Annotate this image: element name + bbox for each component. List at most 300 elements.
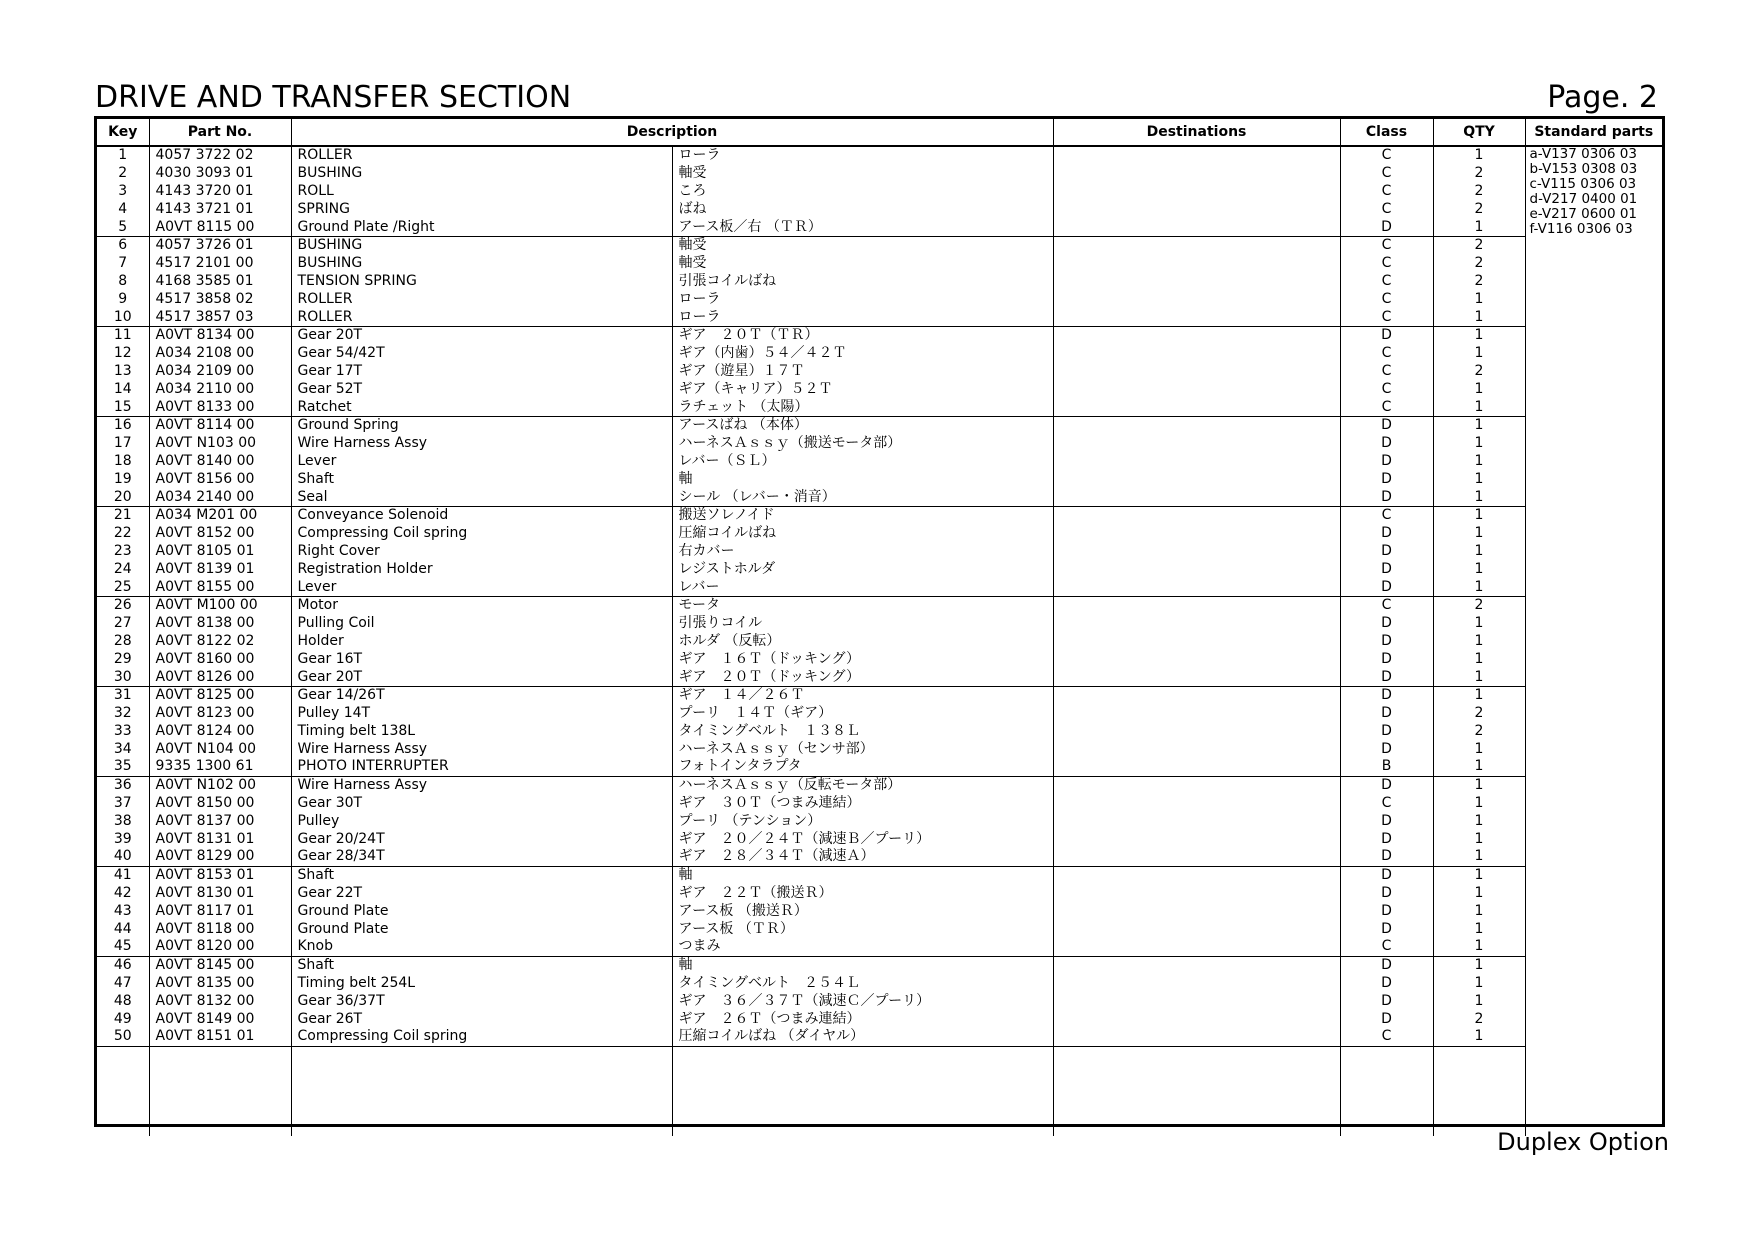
description-jp-cell: ころ <box>672 183 1053 201</box>
table-row <box>97 596 1662 614</box>
part-number-cell: A0VT 8118 00 <box>149 920 291 938</box>
key-cell: 50 <box>97 1028 149 1046</box>
class-cell: D <box>1340 1010 1433 1028</box>
part-number-cell: A0VT 8117 01 <box>149 902 291 920</box>
key-cell: 28 <box>113 632 132 649</box>
table-row <box>97 488 1662 506</box>
parts-table-body <box>97 146 1662 1136</box>
destination-cell <box>1053 165 1340 183</box>
part-number-cell: A0VT 8139 01 <box>149 560 291 578</box>
key-cell: 42 <box>113 885 132 902</box>
class-cell: D <box>1340 830 1433 848</box>
part-number-cell: A0VT 8130 01 <box>149 885 291 903</box>
class-cell: C <box>1340 380 1433 398</box>
qty-cell: 2 <box>1433 1010 1525 1028</box>
part-number-cell: A034 2110 00 <box>149 380 291 398</box>
key-cell: 44 <box>113 920 132 937</box>
destination-cell <box>1053 200 1340 218</box>
table-row <box>97 255 1662 273</box>
description-en-cell: Shaft <box>291 866 672 884</box>
description-en-cell: Shaft <box>291 956 672 974</box>
page-number: Page. 2 <box>1547 80 1658 115</box>
parts-table <box>97 119 1662 1136</box>
destination-cell <box>1053 416 1340 434</box>
destination-cell <box>1053 453 1340 471</box>
class-cell: C <box>1340 255 1433 273</box>
class-cell: D <box>1340 218 1433 236</box>
class-cell: D <box>1340 416 1433 434</box>
table-row <box>97 686 1662 704</box>
class-cell: D <box>1340 326 1433 344</box>
destination-cell <box>1053 758 1340 776</box>
description-jp-cell: タイミングベルト ２５４Ｌ <box>672 975 1053 993</box>
part-number-cell: 4030 3093 01 <box>149 165 291 183</box>
description-jp-cell: レバー（ＳＬ） <box>672 453 1053 471</box>
key-cell: 9 <box>118 290 128 307</box>
destination-cell <box>1053 363 1340 381</box>
part-number-cell: A0VT N102 00 <box>149 776 291 794</box>
part-number-cell: A0VT 8124 00 <box>149 723 291 741</box>
qty-cell: 1 <box>1433 795 1525 813</box>
key-cell: 11 <box>113 327 132 344</box>
destination-cell <box>1053 236 1340 254</box>
destination-cell <box>1053 290 1340 308</box>
destination-cell <box>1053 992 1340 1010</box>
description-jp-cell: アースばね （本体） <box>672 416 1053 434</box>
qty-cell: 1 <box>1433 308 1525 326</box>
table-row <box>97 543 1662 561</box>
description-en-cell: Right Cover <box>291 543 672 561</box>
description-jp-cell: ハーネスＡｓｓｙ（センサ部） <box>672 740 1053 758</box>
key-cell: 39 <box>113 830 132 847</box>
part-number-cell: 4143 3720 01 <box>149 183 291 201</box>
part-number-cell: A0VT 8123 00 <box>149 705 291 723</box>
key-cell: 24 <box>113 560 132 577</box>
destination-cell <box>1053 705 1340 723</box>
part-number-cell: A0VT 8132 00 <box>149 992 291 1010</box>
class-cell: D <box>1340 902 1433 920</box>
empty-cell <box>97 1046 149 1136</box>
empty-cell <box>149 1046 291 1136</box>
table-row <box>97 236 1662 254</box>
key-cell: 5 <box>97 218 149 236</box>
key-cell: 22 <box>113 525 132 542</box>
class-cell: D <box>1340 975 1433 993</box>
col-header-class: Class <box>1340 119 1433 146</box>
qty-cell: 2 <box>1433 723 1525 741</box>
part-number-cell: A0VT 8129 00 <box>149 848 291 866</box>
table-row <box>97 830 1662 848</box>
description-en-cell: Gear 52T <box>291 380 672 398</box>
key-cell: 41 <box>113 867 132 884</box>
part-number-cell: A034 2108 00 <box>149 345 291 363</box>
description-jp-cell: ギア ２２Ｔ（搬送Ｒ） <box>672 885 1053 903</box>
empty-cell <box>672 1046 1053 1136</box>
class-cell: D <box>1340 866 1433 884</box>
destination-cell <box>1053 633 1340 651</box>
destination-cell <box>1053 938 1340 956</box>
part-number-cell: 4143 3721 01 <box>149 200 291 218</box>
description-jp-cell: シール （レバー・消音） <box>672 488 1053 506</box>
description-en-cell: Lever <box>291 453 672 471</box>
qty-cell: 2 <box>1433 596 1525 614</box>
qty-cell: 1 <box>1433 525 1525 543</box>
destination-cell <box>1053 218 1340 236</box>
part-number-cell: A0VT 8160 00 <box>149 650 291 668</box>
standard-part-item: d-V217 0400 01 <box>1529 191 1638 207</box>
part-number-cell: A0VT 8125 00 <box>149 686 291 704</box>
table-row <box>97 956 1662 974</box>
destination-cell <box>1053 560 1340 578</box>
destination-cell <box>1053 866 1340 884</box>
part-number-cell: A034 2140 00 <box>149 488 291 506</box>
description-en-cell: Gear 54/42T <box>291 345 672 363</box>
part-number-cell: A0VT M100 00 <box>149 596 291 614</box>
qty-cell: 1 <box>1433 326 1525 344</box>
destination-cell <box>1053 686 1340 704</box>
part-number-cell: 4517 2101 00 <box>149 255 291 273</box>
destination-cell <box>1053 776 1340 794</box>
qty-cell: 1 <box>1433 830 1525 848</box>
table-row <box>97 1028 1662 1046</box>
table-row <box>97 650 1662 668</box>
key-cell: 37 <box>113 795 132 812</box>
description-en-cell: Ground Plate /Right <box>291 218 672 236</box>
part-number-cell: A0VT 8140 00 <box>149 453 291 471</box>
part-number-cell: A0VT 8137 00 <box>149 812 291 830</box>
key-cell: 2 <box>118 165 128 182</box>
class-cell: D <box>1340 686 1433 704</box>
col-header-destinations: Destinations <box>1053 119 1340 146</box>
table-row <box>97 183 1662 201</box>
part-number-cell: A0VT 8152 00 <box>149 525 291 543</box>
table-row <box>97 398 1662 416</box>
part-number-cell: A0VT 8114 00 <box>149 416 291 434</box>
key-cell: 14 <box>113 380 132 397</box>
description-en-cell: Gear 17T <box>291 363 672 381</box>
destination-cell <box>1053 596 1340 614</box>
description-jp-cell: ローラ <box>672 290 1053 308</box>
qty-cell: 1 <box>1433 758 1525 776</box>
class-cell: D <box>1340 615 1433 633</box>
key-cell: 20 <box>97 488 149 506</box>
qty-cell: 2 <box>1433 236 1525 254</box>
class-cell: C <box>1340 273 1433 291</box>
key-cell: 36 <box>113 777 132 794</box>
table-row <box>97 705 1662 723</box>
qty-cell: 2 <box>1433 273 1525 291</box>
destination-cell <box>1053 1028 1340 1046</box>
destination-cell <box>1053 543 1340 561</box>
qty-cell: 2 <box>1433 255 1525 273</box>
key-cell: 29 <box>113 650 132 667</box>
key-cell: 45 <box>97 938 149 956</box>
qty-cell: 1 <box>1433 668 1525 686</box>
footer-note: Duplex Option <box>1497 1128 1669 1156</box>
destination-cell <box>1053 435 1340 453</box>
destination-cell <box>1053 795 1340 813</box>
description-jp-cell: つまみ <box>672 938 1053 956</box>
part-number-cell: A0VT 8135 00 <box>149 975 291 993</box>
key-cell: 27 <box>113 615 132 632</box>
destination-cell <box>1053 183 1340 201</box>
key-cell: 43 <box>113 902 132 919</box>
description-en-cell: Ground Plate <box>291 920 672 938</box>
table-row <box>97 345 1662 363</box>
class-cell: D <box>1340 488 1433 506</box>
description-en-cell: Holder <box>291 633 672 651</box>
destination-cell <box>1053 902 1340 920</box>
description-en-cell: Motor <box>291 596 672 614</box>
destination-cell <box>1053 1010 1340 1028</box>
description-jp-cell: ギア（キャリア）５２Ｔ <box>672 380 1053 398</box>
class-cell: B <box>1340 758 1433 776</box>
description-en-cell: Shaft <box>291 470 672 488</box>
description-jp-cell: モータ <box>672 596 1053 614</box>
destination-cell <box>1053 885 1340 903</box>
class-cell: D <box>1340 885 1433 903</box>
part-number-cell: 4057 3722 02 <box>149 146 291 165</box>
qty-cell: 1 <box>1433 776 1525 794</box>
table-row <box>97 435 1662 453</box>
standard-part-item: f-V116 0306 03 <box>1529 221 1633 237</box>
qty-cell: 1 <box>1433 435 1525 453</box>
description-jp-cell: 引張りコイル <box>672 615 1053 633</box>
key-cell: 47 <box>113 975 132 992</box>
destination-cell <box>1053 668 1340 686</box>
empty-cell <box>1340 1046 1433 1136</box>
qty-cell: 1 <box>1433 633 1525 651</box>
part-number-cell: A0VT 8122 02 <box>149 633 291 651</box>
class-cell: D <box>1340 740 1433 758</box>
part-number-cell: A0VT 8145 00 <box>149 956 291 974</box>
description-jp-cell: ハーネスＡｓｓｙ（搬送モータ部） <box>672 435 1053 453</box>
description-jp-cell: ギア ２０Ｔ（ドッキング） <box>672 668 1053 686</box>
description-jp-cell: ばね <box>672 200 1053 218</box>
qty-cell: 2 <box>1433 183 1525 201</box>
table-row <box>97 380 1662 398</box>
table-row <box>97 723 1662 741</box>
destination-cell <box>1053 812 1340 830</box>
description-jp-cell: ローラ <box>672 308 1053 326</box>
qty-cell: 1 <box>1433 453 1525 471</box>
class-cell: D <box>1340 560 1433 578</box>
key-cell: 3 <box>118 182 128 199</box>
destination-cell <box>1053 525 1340 543</box>
description-en-cell: Gear 30T <box>291 795 672 813</box>
class-cell: D <box>1340 578 1433 596</box>
class-cell: D <box>1340 848 1433 866</box>
part-number-cell: A0VT 8126 00 <box>149 668 291 686</box>
class-cell: C <box>1340 596 1433 614</box>
description-en-cell: Timing belt 138L <box>291 723 672 741</box>
destination-cell <box>1053 326 1340 344</box>
qty-cell: 1 <box>1433 812 1525 830</box>
destination-cell <box>1053 830 1340 848</box>
parts-table-frame <box>94 116 1665 1127</box>
description-jp-cell: ローラ <box>672 146 1053 165</box>
table-row <box>97 812 1662 830</box>
destination-cell <box>1053 273 1340 291</box>
class-cell: D <box>1340 668 1433 686</box>
col-header-part-no: Part No. <box>149 119 291 146</box>
description-en-cell: Ground Plate <box>291 902 672 920</box>
description-jp-cell: 軸 <box>672 956 1053 974</box>
key-cell: 18 <box>113 452 132 469</box>
qty-cell: 1 <box>1433 992 1525 1010</box>
class-cell: D <box>1340 920 1433 938</box>
key-cell: 15 <box>97 398 149 416</box>
description-en-cell: ROLLER <box>291 146 672 165</box>
key-cell: 40 <box>97 848 149 866</box>
table-row <box>97 866 1662 884</box>
qty-cell: 1 <box>1433 975 1525 993</box>
description-en-cell: Lever <box>291 578 672 596</box>
description-en-cell: Timing belt 254L <box>291 975 672 993</box>
key-cell: 46 <box>113 957 132 974</box>
class-cell: C <box>1340 506 1433 524</box>
description-en-cell: Gear 16T <box>291 650 672 668</box>
table-row <box>97 308 1662 326</box>
class-cell: C <box>1340 363 1433 381</box>
table-row <box>97 992 1662 1010</box>
key-cell: 19 <box>113 470 132 487</box>
table-row <box>97 920 1662 938</box>
class-cell: D <box>1340 525 1433 543</box>
part-number-cell: A0VT 8120 00 <box>149 938 291 956</box>
part-number-cell: A034 2109 00 <box>149 363 291 381</box>
key-cell: 49 <box>113 1010 132 1027</box>
key-cell: 48 <box>113 992 132 1009</box>
standard-part-item: c-V115 0306 03 <box>1529 176 1637 192</box>
destination-cell <box>1053 975 1340 993</box>
table-row <box>97 740 1662 758</box>
key-cell: 1 <box>118 147 128 164</box>
key-cell: 10 <box>97 308 149 326</box>
empty-cell <box>1053 1046 1340 1136</box>
destination-cell <box>1053 146 1340 165</box>
description-en-cell: SPRING <box>291 200 672 218</box>
table-row <box>97 848 1662 866</box>
table-row <box>97 326 1662 344</box>
part-number-cell: A0VT 8134 00 <box>149 326 291 344</box>
key-cell: 30 <box>97 668 149 686</box>
class-cell: C <box>1340 183 1433 201</box>
class-cell: C <box>1340 290 1433 308</box>
description-en-cell: Gear 36/37T <box>291 992 672 1010</box>
class-cell: C <box>1340 146 1433 165</box>
table-row <box>97 1010 1662 1028</box>
qty-cell: 1 <box>1433 345 1525 363</box>
destination-cell <box>1053 723 1340 741</box>
destination-cell <box>1053 848 1340 866</box>
description-en-cell: Wire Harness Assy <box>291 435 672 453</box>
description-jp-cell: ギア ３６／３７Ｔ（減速Ｃ／プーリ） <box>672 992 1053 1010</box>
description-jp-cell: ギア １６Ｔ（ドッキング） <box>672 650 1053 668</box>
qty-cell: 1 <box>1433 615 1525 633</box>
destination-cell <box>1053 398 1340 416</box>
destination-cell <box>1053 740 1340 758</box>
class-cell: D <box>1340 956 1433 974</box>
destination-cell <box>1053 255 1340 273</box>
qty-cell: 1 <box>1433 290 1525 308</box>
description-en-cell: Compressing Coil spring <box>291 525 672 543</box>
class-cell: D <box>1340 723 1433 741</box>
qty-cell: 1 <box>1433 885 1525 903</box>
key-cell: 38 <box>113 812 132 829</box>
table-row <box>97 525 1662 543</box>
description-jp-cell: 軸受 <box>672 165 1053 183</box>
table-row <box>97 453 1662 471</box>
description-jp-cell: ラチェット （太陽） <box>672 398 1053 416</box>
description-en-cell: Pulley 14T <box>291 705 672 723</box>
qty-cell: 2 <box>1433 200 1525 218</box>
part-number-cell: A034 M201 00 <box>149 506 291 524</box>
key-cell: 21 <box>113 507 132 524</box>
standard-parts-cell <box>1525 146 1662 1136</box>
class-cell: C <box>1340 938 1433 956</box>
description-jp-cell: 軸受 <box>672 236 1053 254</box>
col-header-description: Description <box>291 119 1053 146</box>
class-cell: D <box>1340 812 1433 830</box>
description-jp-cell: ギア １４／２６Ｔ <box>672 686 1053 704</box>
key-cell: 32 <box>113 705 132 722</box>
table-row <box>97 578 1662 596</box>
description-jp-cell: 軸 <box>672 866 1053 884</box>
key-cell: 35 <box>97 758 149 776</box>
table-row <box>97 668 1662 686</box>
table-header-row <box>97 119 1662 146</box>
table-row <box>97 758 1662 776</box>
table-row <box>97 416 1662 434</box>
destination-cell <box>1053 650 1340 668</box>
part-number-cell: A0VT 8115 00 <box>149 218 291 236</box>
destination-cell <box>1053 308 1340 326</box>
class-cell: D <box>1340 633 1433 651</box>
table-row <box>97 885 1662 903</box>
description-en-cell: Wire Harness Assy <box>291 740 672 758</box>
description-jp-cell: ギア ２０Ｔ（ＴＲ） <box>672 326 1053 344</box>
empty-cell <box>1433 1046 1525 1136</box>
class-cell: D <box>1340 543 1433 561</box>
standard-part-item: a-V137 0306 03 <box>1529 146 1637 162</box>
table-row <box>97 146 1662 165</box>
table-row <box>97 938 1662 956</box>
qty-cell: 1 <box>1433 506 1525 524</box>
part-number-cell: 4517 3857 03 <box>149 308 291 326</box>
key-cell: 4 <box>118 200 128 217</box>
description-en-cell: PHOTO INTERRUPTER <box>291 758 672 776</box>
part-number-cell: A0VT 8149 00 <box>149 1010 291 1028</box>
qty-cell: 1 <box>1433 1028 1525 1046</box>
qty-cell: 1 <box>1433 380 1525 398</box>
table-row <box>97 165 1662 183</box>
qty-cell: 1 <box>1433 560 1525 578</box>
destination-cell <box>1053 470 1340 488</box>
qty-cell: 1 <box>1433 938 1525 956</box>
description-en-cell: Pulley <box>291 812 672 830</box>
part-number-cell: A0VT N104 00 <box>149 740 291 758</box>
class-cell: C <box>1340 236 1433 254</box>
part-number-cell: A0VT 8138 00 <box>149 615 291 633</box>
qty-cell: 1 <box>1433 956 1525 974</box>
description-en-cell: Conveyance Solenoid <box>291 506 672 524</box>
part-number-cell: A0VT 8133 00 <box>149 398 291 416</box>
description-jp-cell: アース板／右 （ＴＲ） <box>672 218 1053 236</box>
description-en-cell: Knob <box>291 938 672 956</box>
part-number-cell: A0VT 8150 00 <box>149 795 291 813</box>
class-cell: D <box>1340 992 1433 1010</box>
